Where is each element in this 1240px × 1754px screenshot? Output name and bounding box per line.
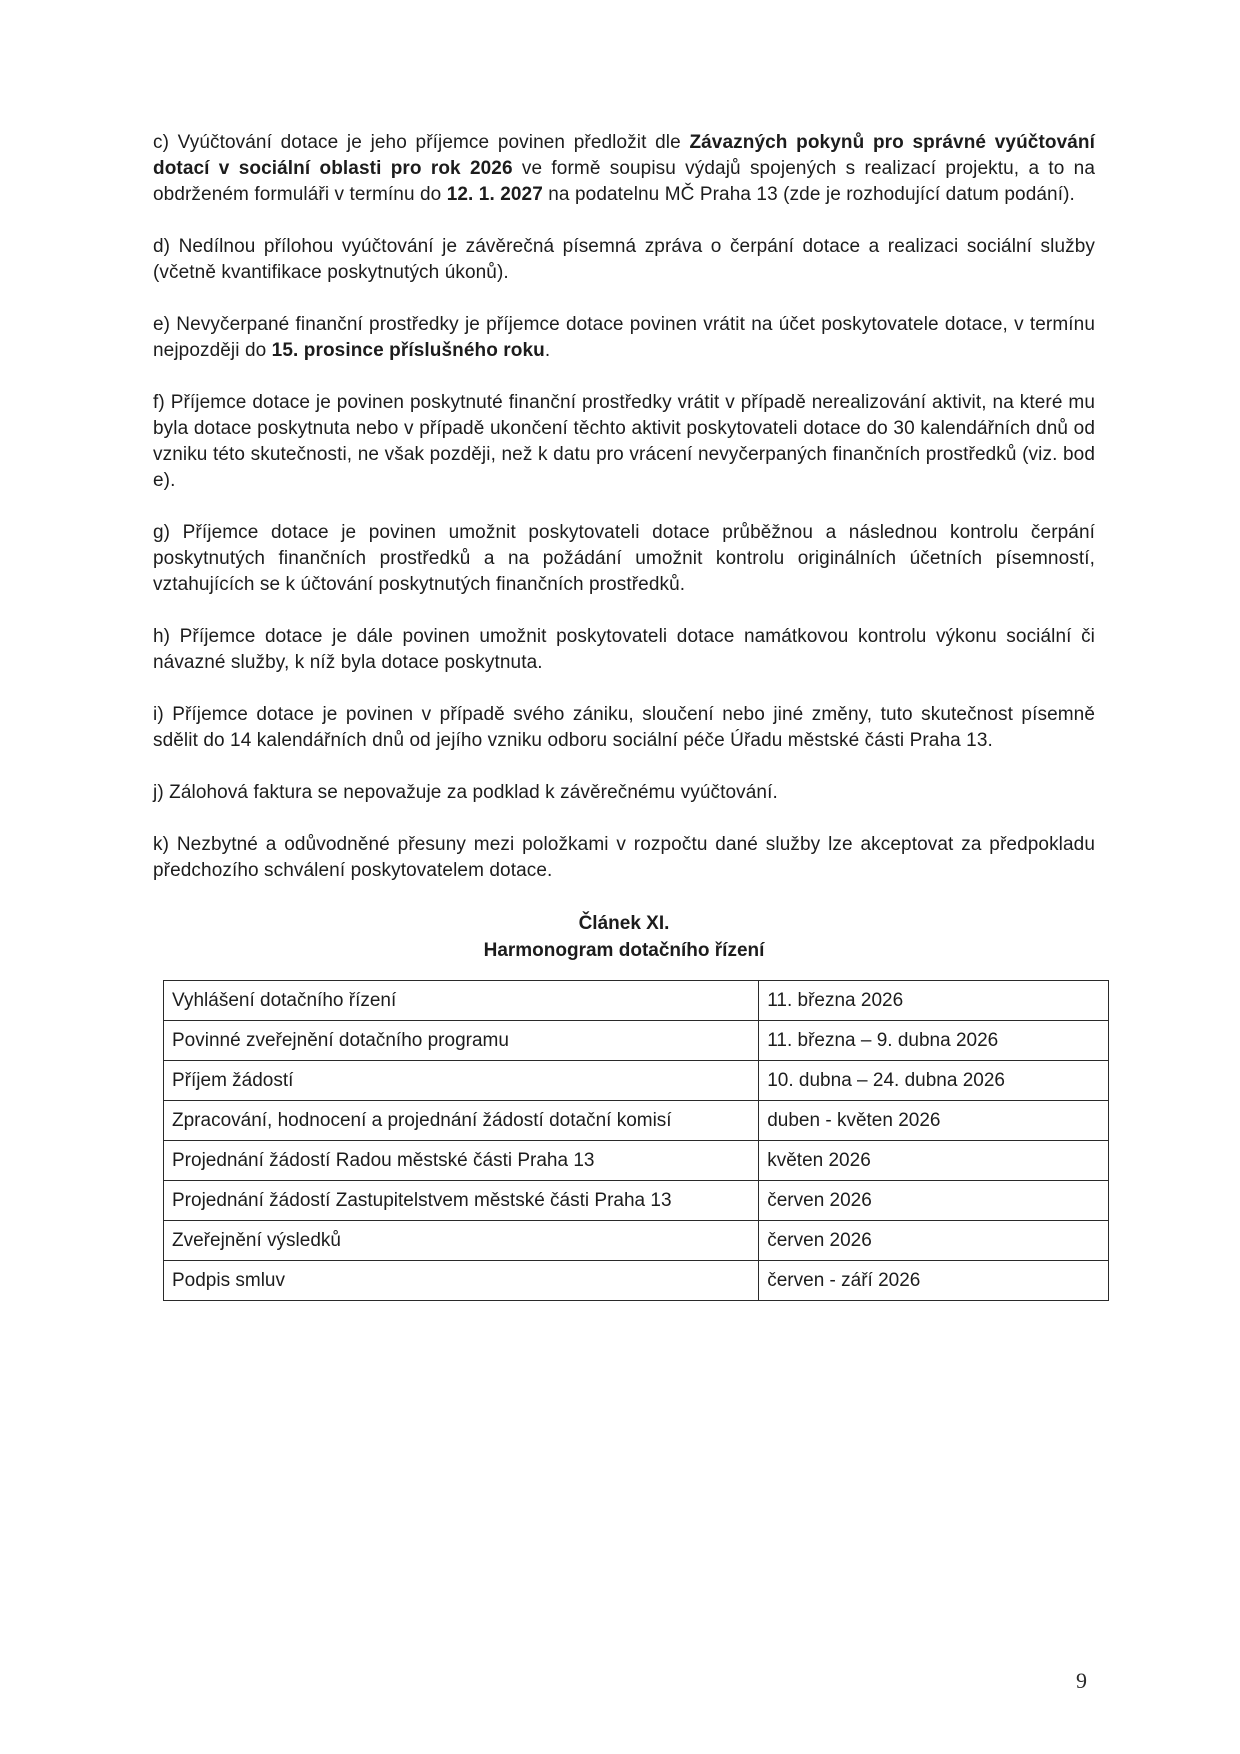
schedule-date: květen 2026 xyxy=(759,1141,1109,1181)
schedule-activity: Vyhlášení dotačního řízení xyxy=(164,981,759,1021)
paragraph-e-text-2: . xyxy=(544,340,551,361)
schedule-table xyxy=(163,980,1109,1301)
paragraph-e-text-1: e) Nevyčerpané finanční prostředky je příjemce dotace povinen vrátit na účet poskytovatele dotace, v termínu nejpozději do xyxy=(153,314,1095,361)
schedule-activity: Podpis smluv xyxy=(164,1261,759,1301)
page-number: 9 xyxy=(1076,1668,1087,1693)
schedule-activity: Projednání žádostí Zastupitelstvem městské části Praha 13 xyxy=(164,1181,759,1221)
schedule-activity: Zpracování, hodnocení a projednání žádostí dotační komisí xyxy=(164,1101,759,1141)
paragraph-c-text-2: ve formě soupisu výdajů spojených s realizací projektu, a to na obdrženém formuláři v termínu do xyxy=(153,158,1095,205)
schedule-activity: Příjem žádostí xyxy=(164,1061,759,1101)
article-heading xyxy=(153,910,1095,964)
schedule-activity: Zveřejnění výsledků xyxy=(164,1221,759,1261)
paragraph-c-bold-1: Závazných pokynů pro správné vyúčtování dotací v sociální oblasti pro rok 2026 xyxy=(153,132,1095,179)
paragraph-e xyxy=(153,312,1095,364)
paragraph-f: f) Příjemce dotace je povinen poskytnuté finanční prostředky vrátit v případě nerealizování aktivit, na které mu byla dotace poskytnuta nebo v případě ukončení těchto aktivit poskytovateli dotace do 30 kalendářních dnů od vzniku této skutečnosti, ne však později, než k datu pro vrácení nevyčerpaných finančních prostředků (viz. bod e). xyxy=(153,392,1095,491)
paragraph-g: g) Příjemce dotace je povinen umožnit poskytovateli dotace průběžnou a následnou kontrolu čerpání poskytnutých finančních prostředků a na požádání umožnit kontrolu originálních účetních písemností, vztahujících se k účtování poskytnutých finančních prostředků. xyxy=(153,522,1095,595)
table-row xyxy=(164,1221,1109,1261)
paragraph-c-text-1: c) Vyúčtování dotace je jeho příjemce povinen předložit dle xyxy=(153,132,690,153)
page-content xyxy=(153,130,1095,1301)
paragraph-k: k) Nezbytné a odůvodněné přesuny mezi položkami v rozpočtu dané služby lze akceptovat za předpokladu předchozího schválení poskytovatelem dotace. xyxy=(153,834,1095,881)
table-row xyxy=(164,1021,1109,1061)
table-row xyxy=(164,1261,1109,1301)
table-row xyxy=(164,1181,1109,1221)
schedule-activity: Projednání žádostí Radou městské části Praha 13 xyxy=(164,1141,759,1181)
paragraph-c-text-3: na podatelnu MČ Praha 13 (zde je rozhodující datum podání). xyxy=(542,184,1075,205)
table-row xyxy=(164,1061,1109,1101)
schedule-date: červen 2026 xyxy=(759,1221,1109,1261)
schedule-date: červen - září 2026 xyxy=(759,1261,1109,1301)
schedule-date: duben - květen 2026 xyxy=(759,1101,1109,1141)
schedule-date: červen 2026 xyxy=(759,1181,1109,1221)
paragraph-i: i) Příjemce dotace je povinen v případě svého zániku, sloučení nebo jiné změny, tuto skutečnost písemně sdělit do 14 kalendářních dnů od jejího vzniku odboru sociální péče Úřadu městské části Praha 13. xyxy=(153,704,1095,751)
table-row xyxy=(164,981,1109,1021)
paragraph-c-bold-2: 12. 1. 2027 xyxy=(446,184,543,205)
schedule-date: 11. března 2026 xyxy=(759,981,1109,1021)
paragraph-h: h) Příjemce dotace je dále povinen umožnit poskytovateli dotace namátkovou kontrolu výkonu sociální či návazné služby, k níž byla dotace poskytnuta. xyxy=(153,626,1095,673)
article-title: Harmonogram dotačního řízení xyxy=(483,940,765,961)
table-row xyxy=(164,1101,1109,1141)
paragraph-c xyxy=(153,130,1095,208)
paragraph-j: j) Zálohová faktura se nepovažuje za podklad k závěrečnému vyúčtování. xyxy=(153,782,778,803)
table-row xyxy=(164,1141,1109,1181)
paragraph-d: d) Nedílnou přílohou vyúčtování je závěrečná písemná zpráva o čerpání dotace a realizaci sociální služby (včetně kvantifikace poskytnutých úkonů). xyxy=(153,236,1095,283)
schedule-activity: Povinné zveřejnění dotačního programu xyxy=(164,1021,759,1061)
paragraph-e-bold-1: 15. prosince příslušného roku xyxy=(271,340,545,361)
article-number: Článek XI. xyxy=(578,913,670,934)
schedule-date: 10. dubna – 24. dubna 2026 xyxy=(759,1061,1109,1101)
schedule-date: 11. března – 9. dubna 2026 xyxy=(759,1021,1109,1061)
